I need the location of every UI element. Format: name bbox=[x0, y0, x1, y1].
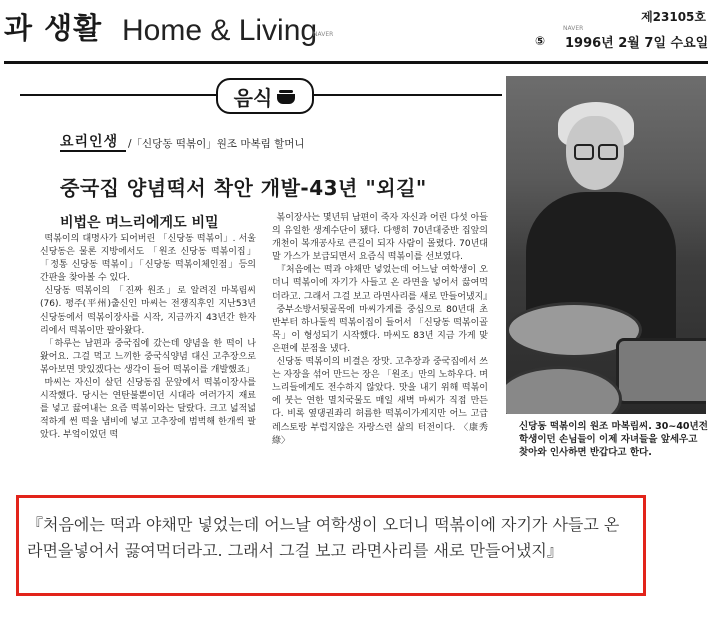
header-rule bbox=[4, 61, 708, 64]
quote-text: 『처음에는 떡과 야채만 넣었는데 어느날 여학생이 오더니 떡볶이에 자기가 사들고 온 라면을넣어서 끓여먹더라고. 그래서 그걸 보고 라면사리를 새로 만들어냈지』 bbox=[27, 515, 620, 560]
page-number: ⑤ bbox=[535, 34, 546, 48]
naver-watermark: NAVER bbox=[313, 31, 334, 38]
naver-watermark-2: NAVER bbox=[563, 25, 584, 32]
series-subtitle: /「신당동 떡볶이」원조 마복림 할머니 bbox=[128, 138, 305, 150]
article-column-1 bbox=[40, 233, 256, 443]
article-headline: 중국집 양념떡서 착안 개발-43년 "외길" bbox=[60, 176, 427, 200]
paragraph: 볶이장사는 몇년뒤 남편이 죽자 자신과 어린 다섯 아들의 유일한 생계수단이 됐다. 다행히 70년대중반 집앞의 개천이 복개공사로 큰길이 되자 사람이 몰렸다. 70년대 말 가스가 보급되면서 요즘식 떡볶이를 선보였다. bbox=[272, 213, 488, 263]
paragraph: 마씨는 자신이 살던 신당동집 문앞에서 떡볶이장사를 시작했다. 당시는 연탄불뿐이던 시대라 여러가지 재료를 넣고 끓여내는 요즘 떡볶이와는 달랐다. 크고 넓적넓적하게 썬 떡을 냄비에 넣고 고추장에 범벅해 한개씩 팔았다. 부엌이었던 떡 bbox=[40, 378, 256, 441]
category-label: 음식 bbox=[233, 85, 273, 110]
section-title-english: Home & Living bbox=[122, 14, 318, 47]
paragraph: 신당동 떡볶이의 「진짜 원조」로 알려진 마복림씨(76). 평주(平州)출신인 마씨는 전쟁직후인 지난53년 신당동에서 떡볶이장사를 시작, 지금까지 43년간 한자리에서 떡볶이만 팔아왔다. bbox=[40, 286, 256, 336]
category-rule-left bbox=[20, 94, 216, 96]
category-rule-right bbox=[312, 94, 502, 96]
issue-number: 제23105호 bbox=[641, 10, 706, 24]
paragraph: 「하루는 남편과 중국집에 갔는데 양념을 한 떡이 나왔어요. 그걸 먹고 느끼한 중국식양념 대신 고추장으로 볶아보면 맛있겠다는 생각이 들어 떡볶이를 개발했죠」 bbox=[40, 338, 256, 375]
series-underline bbox=[60, 150, 126, 152]
article-subhead: 비법은 며느리에게도 비밀 bbox=[60, 215, 219, 231]
article-photo bbox=[506, 76, 706, 414]
photo-caption: 신당동 떡볶이의 원조 마복림씨. 30~40년전 학생이던 손님들이 이제 자녀들을 앞세우고 찾아와 인사하면 반갑다고 한다. bbox=[519, 421, 708, 458]
cooking-pot-icon bbox=[276, 88, 296, 104]
category-badge bbox=[216, 78, 314, 114]
issue-date: 1996년 2월 7일 수요일 bbox=[565, 36, 709, 51]
article-column-2 bbox=[272, 212, 493, 448]
section-title: 과 생활 bbox=[4, 11, 103, 45]
series-title: 요리인생 bbox=[60, 134, 119, 150]
paragraph: 떡볶이의 대명사가 되어버린 「신당동 떡볶이」. 서울 신당동은 물론 지방에서도 「원조 신당동 떡볶이집」「정통 신당동 떡볶이」「신당동 떡볶이체인점」등의 간판을 찾아볼 수 있다. bbox=[40, 234, 256, 284]
paragraph: 중부소방서뒷골목에 마씨가게를 중심으로 80년대 초반부터 하나둘씩 떡볶이집이 들어서 「신당동 떡볶이골목」이 형성되기 시작했다. 마씨도 83년 지금 가게 맞은편에 분점을 냈다. bbox=[272, 304, 488, 354]
paragraph: 신당동 떡볶이의 비결은 장맛. 고추장과 중국집에서 쓰는 자장을 섞어 만드는 장은 「원조」만의 노하우다. 며느리들에게도 전수하지 않았다. 맛을 내기 위해 떡볶이에 붓는 연한 멸치국물도 매일 새벽 마씨가 직접 만든다. 비록 옆댕권좌리 허름한 떡볶이가게지만 어느 고급레스토랑 부럽지않은 자랑스런 삶의 터전이다. 〈康秀綠〉 bbox=[272, 357, 488, 446]
paragraph: 『처음에는 떡과 야채만 넣었는데 어느날 여학생이 오더니 떡볶이에 자기가 사들고 온 라면을 넣어서 끓여먹더라고. 그래서 그걸 보고 라면사리를 새로 만들어냈지』 bbox=[272, 265, 493, 302]
